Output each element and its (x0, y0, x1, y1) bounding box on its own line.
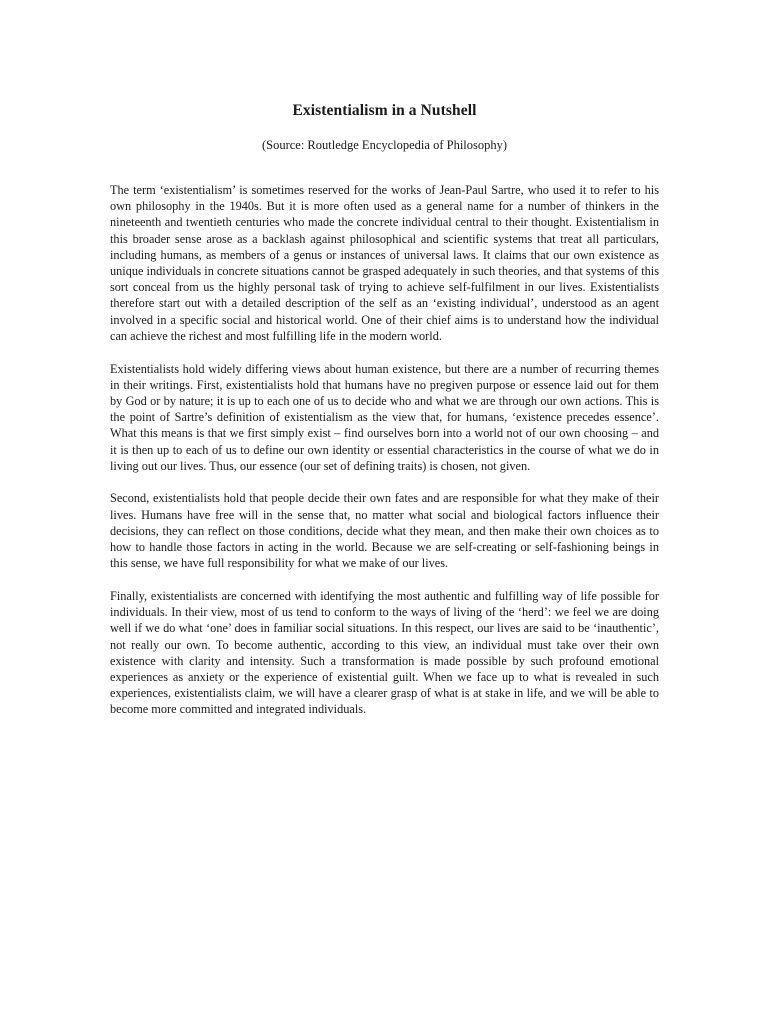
document-page (110, 100, 659, 734)
paragraph-1: The term ‘existentialism’ is sometimes reserved for the works of Jean-Paul Sartre, who used it to refer to his own philosophy in the 1940s. But it is more often used as a general name for a number of thinkers in the nineteenth and twentieth centuries who made the concrete individual central to their thought. Existentialism in this broader sense arose as a backlash against philosophical and scientific systems that treat all particulars, including humans, as members of a genus or instances of universal laws. It claims that our own existence as unique individuals in concrete situations cannot be grasped adequately in such theories, and that systems of this sort conceal from us the highly personal task of trying to achieve self-fulfilment in our lives. Existentialists therefore start out with a detailed description of the self as an ‘existing individual’, understood as an agent involved in a specific social and historical world. One of their chief aims is to understand how the individual can achieve the richest and most fulfilling life in the modern world. (110, 183, 659, 343)
document-source: (Source: Routledge Encyclopedia of Philosophy) (261, 138, 508, 152)
document-body (110, 182, 659, 718)
paragraph-4: Finally, existentialists are concerned with identifying the most authentic and fulfilling way of life possible for individuals. In their view, most of us tend to conform to the ways of living of the ‘herd’: we feel we are doing well if we do what ‘one’ does in familiar social situations. In this respect, our lives are said to be ‘inauthentic’, not really our own. To become authentic, according to this view, an individual must take over their own existence with clarity and intensity. Such a transformation is made possible by such profound emotional experiences as anxiety or the experience of existential guilt. When we face up to what is revealed in such experiences, existentialists claim, we will have a clearer grasp of what is at stake in life, and we will be able to become more committed and integrated individuals. (110, 588, 659, 717)
document-title: Existentialism in a Nutshell (292, 102, 477, 119)
paragraph-3: Second, existentialists hold that people decide their own fates and are responsible for what they make of their lives. Humans have free will in the sense that, no matter what social and biological factors influence their decisions, they can reflect on those conditions, decide what they mean, and then make their own choices as to how to handle those factors in acting in the world. Because we are self-creating or self-fashioning beings in this sense, we have full responsibility for what we make of our lives. (110, 491, 659, 571)
paragraph-2: Existentialists hold widely differing views about human existence, but there are a number of recurring themes in their writings. First, existentialists hold that humans have no pregiven purpose or essence laid out for them by God or by nature; it is up to each one of us to decide who and what we are through our own actions. This is the point of Sartre’s definition of existentialism as the view that, for humans, ‘existence precedes essence’. What this means is that we first simply exist – find ourselves born into a world not of our own choosing – and it is then up to each of us to define our own identity or essential characteristics in the course of what we do in living out our lives. Thus, our essence (our set of defining traits) is chosen, not given. (110, 361, 659, 473)
